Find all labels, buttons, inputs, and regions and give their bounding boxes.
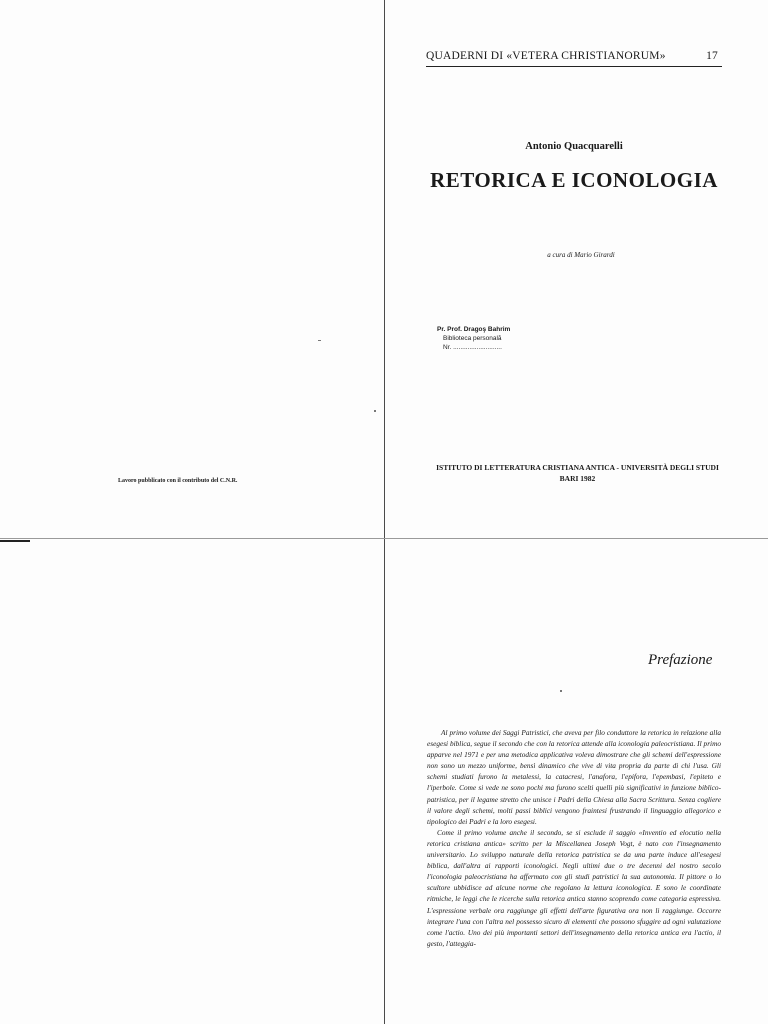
stamp-number: Nr. ........................... [443, 344, 502, 351]
speck [318, 340, 321, 341]
publisher-block [420, 462, 735, 484]
stamp-library: Biblioteca personală [443, 335, 502, 342]
header-rule [426, 66, 722, 67]
page-number: 17 [706, 50, 718, 62]
speck [560, 690, 562, 692]
book-title: RETORICA E ICONOLOGIA [430, 168, 718, 192]
stamp-owner: Pr. Prof. Dragoş Bahrim [437, 326, 511, 333]
horizontal-fold-line [0, 538, 768, 539]
speck [374, 410, 376, 412]
preface-paragraph: Come il primo volume anche il secondo, se si esclude il saggio «Inventio ed elocutio nella retorica cristiana antica» scritto per la Miscellanea Joseph Vogt, è nato con l'insegnamento universitario. Lo sviluppo naturale della retorica patristica se da una parte induce all'esegesi biblica, dall'altra ai rapporti iconologici. Negli ultimi due o tre decenni del nostro secolo l'iconologia paleocristiana ha affermato con gli studi patristici la sua autonomia. Il pittore o lo scultore ubbidisce ad alcune norme che regolano la lettura iconologica. E sono le coordinate ritmiche, le leggi che le ricerche sulla retorica antica stanno scoprendo come categoria espressiva. L'espressione verbale ora raggiunge gli effetti dell'arte figurativa ora non li raggiunge. Occorre integrare l'una con l'altra nel possesso sicuro di elementi che possono sfuggire ad ogni valutazione come l'actio. Uno dei più importanti settori dell'insegnamento della retorica antica era l'actio, il gesto, l'atteggia- [427, 827, 721, 948]
series-title: QUADERNI DI «VETERA CHRISTIANORUM» [426, 50, 666, 62]
author-name: Antonio Quacquarelli [525, 141, 623, 152]
preface-body [427, 727, 721, 949]
vertical-fold-line [384, 0, 385, 1024]
preface-paragraph: Al primo volume dei Saggi Patristici, che aveva per filo conduttore la retorica in relazione alla esegesi biblica, segue il secondo che con la retorica attende alla iconologia paleocristiana. Il primo apparve nel 1971 e per una metodica applicativa voleva dimostrare che gli schemi dell'espressione non sono un mezzo uniforme, bensì dinamico che vive di vita propria da parte di chi l'usa. Gli schemi studiati furono la metalessi, la catacresi, l'anafora, l'epifora, l'epembasi, l'epiteto e l'iperbole. Come si vede ne sono pochi ma furono scelti quelli più significativi in funzione biblico-patristica, per il legame stretto che unisce i Padri della Chiesa alla Sacra Scrittura. Senza cogliere il valore degli schemi, molti passi biblici vengono fraintesi frustrando il linguaggio allegorico e tipologico dei Padri e la loro esegesi. [427, 728, 721, 826]
page-verso-bottom [0, 539, 384, 1024]
publisher-place-year: BARI 1982 [559, 474, 596, 483]
library-stamp [437, 325, 510, 352]
funding-credit: Lavoro pubblicato con il contributo del C.N.R. [118, 478, 238, 484]
editor-line: a cura di Mario Girardi [547, 251, 615, 259]
page-recto-top [385, 0, 768, 538]
preface-heading: Prefazione [648, 652, 713, 668]
page-verso-top [0, 0, 384, 538]
edge-mark [0, 540, 30, 542]
publisher-institute: ISTITUTO DI LETTERATURA CRISTIANA ANTICA - UNIVERSITÀ DEGLI STUDI [436, 463, 719, 472]
running-head [426, 50, 718, 62]
